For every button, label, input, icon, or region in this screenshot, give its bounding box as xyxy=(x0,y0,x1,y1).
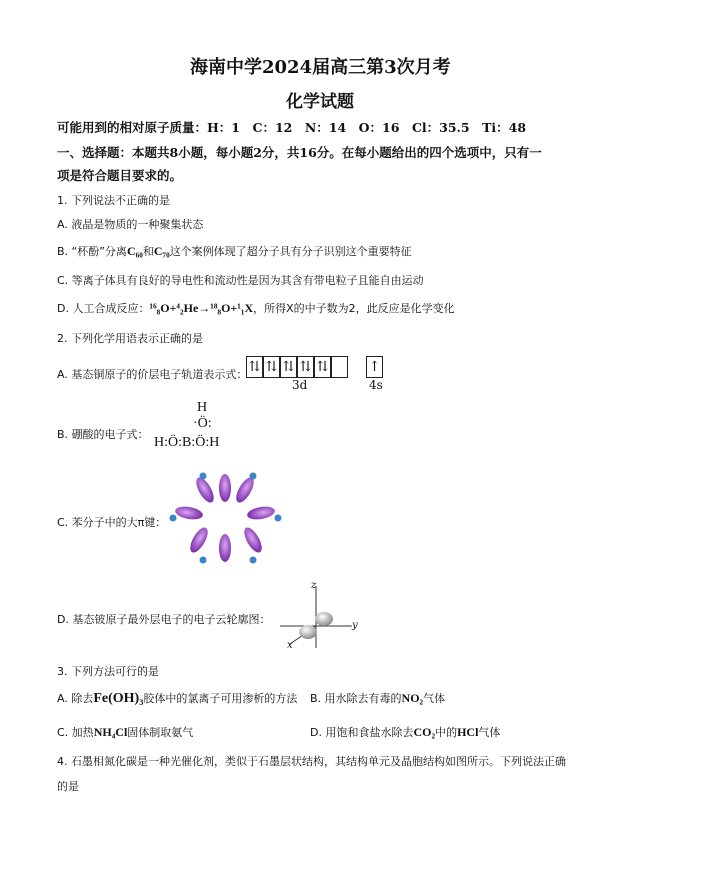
q4-stem-line2: 的是 xyxy=(57,780,79,793)
q1-option-a: A. 液晶是物质的一种聚集状态 xyxy=(57,218,204,231)
q2-option-d: D. 基态铍原子最外层电子的电子云轮廓图： xyxy=(57,613,271,626)
boric-acid-formula xyxy=(150,400,250,460)
q2-option-b: B. 硼酸的电子式： xyxy=(57,428,149,441)
orbital-3d-6 xyxy=(331,356,348,378)
boric-top-o: ·Ö: xyxy=(193,416,212,431)
q3-option-b xyxy=(310,690,445,706)
atomic-masses: 可能用到的相对原子质量：H：1 C：12 N：14 O：16 Cl：35.5 Ti：48 xyxy=(57,120,527,135)
q1-d-pre: D. 人工合成反应： xyxy=(57,302,150,315)
q3-b-pre: B. 用水除去有毒的 xyxy=(310,692,402,705)
q2-option-c: C. 苯分子中的大π键： xyxy=(57,516,167,529)
c70-formula: C₇₀ xyxy=(153,244,170,258)
q1-b-pre: B. “杯酚”分离 xyxy=(57,245,127,258)
orbital-3d-5: ⇅ xyxy=(314,356,331,378)
orbital-3d-4: ⇅ xyxy=(297,356,314,378)
q1-option-d xyxy=(57,300,455,316)
nh4cl-formula: NH₄Cl xyxy=(93,725,128,739)
boric-top-h: H xyxy=(197,400,208,415)
axis-y-label: y xyxy=(352,620,358,631)
boric-row: H:Ö:B:Ö:H xyxy=(154,435,220,450)
q1-b-post: 这个案例体现了超分子具有分子识别这个重要特征 xyxy=(169,245,412,258)
q4-stem-line1: 4. 石墨相氮化碳是一种光催化剂，类似于石墨层状结构，其结构单元及晶胞结构如图所示。下列说法正确 xyxy=(57,755,566,768)
q3-option-a xyxy=(57,690,297,707)
co2-formula: CO₂ xyxy=(413,725,436,739)
axis-z-label: z xyxy=(311,580,317,591)
section-instructions-2: 项是符合题目要求的。 xyxy=(57,168,183,183)
hcl-formula: HCl xyxy=(457,725,479,739)
no2-formula: NO₂ xyxy=(401,691,424,705)
nuclear-equation: ¹⁶₈O+⁴₂He→¹⁸₈O+¹₁X xyxy=(149,301,254,315)
section-instructions-1: 一、选择题：本题共8小题，每小题2分，共16分。在每小题给出的四个选项中，只有一 xyxy=(57,145,542,160)
q3-stem: 3. 下列方法可行的是 xyxy=(57,665,159,678)
q3-d-mid: 中的 xyxy=(435,726,458,739)
q3-a-pre: A. 除去 xyxy=(57,692,94,705)
q1-stem: 1. 下列说法不正确的是 xyxy=(57,194,170,207)
q1-option-b xyxy=(57,243,412,259)
q1-option-c: C. 等离子体具有良好的导电性和流动性是因为其含有带电粒子且能自由运动 xyxy=(57,274,424,287)
label-4s: 4s xyxy=(369,378,383,392)
q3-option-c xyxy=(57,724,193,740)
q1-b-and: 和 xyxy=(142,245,154,258)
be-orbital-image xyxy=(270,578,365,653)
paper-title: 海南中学2024届高三第3次月考 xyxy=(190,57,451,78)
axis-x-label: x xyxy=(287,640,293,651)
subject-title: 化学试题 xyxy=(286,92,354,112)
orbital-diagram xyxy=(246,356,386,396)
q3-d-post: 气体 xyxy=(478,726,501,739)
orbital-3d-1: ⇅ xyxy=(246,356,263,378)
label-3d: 3d xyxy=(292,378,308,392)
q3-d-pre: D. 用饱和食盐水除去 xyxy=(310,726,414,739)
orbital-3d-3: ⇅ xyxy=(280,356,297,378)
q3-b-post: 气体 xyxy=(423,692,446,705)
q1-d-post: ，所得X的中子数为2，此反应是化学变化 xyxy=(253,302,455,315)
feoh3-formula: Fe(OH)₃ xyxy=(93,691,144,706)
q3-c-post: 固体制取氨气 xyxy=(127,726,194,739)
q3-c-pre: C. 加热 xyxy=(57,726,94,739)
q2-stem: 2. 下列化学用语表示正确的是 xyxy=(57,332,203,345)
benzene-pi-bond-image xyxy=(165,468,285,568)
q3-a-post: 胶体中的氯离子可用渗析的方法 xyxy=(143,692,298,705)
q3-option-d xyxy=(310,724,500,740)
orbital-4s: ↑ xyxy=(366,356,383,378)
orbital-3d-2: ⇅ xyxy=(263,356,280,378)
q2-option-a: A. 基态铜原子的价层电子轨道表示式： xyxy=(57,368,248,381)
c60-formula: C₆₀ xyxy=(126,244,143,258)
